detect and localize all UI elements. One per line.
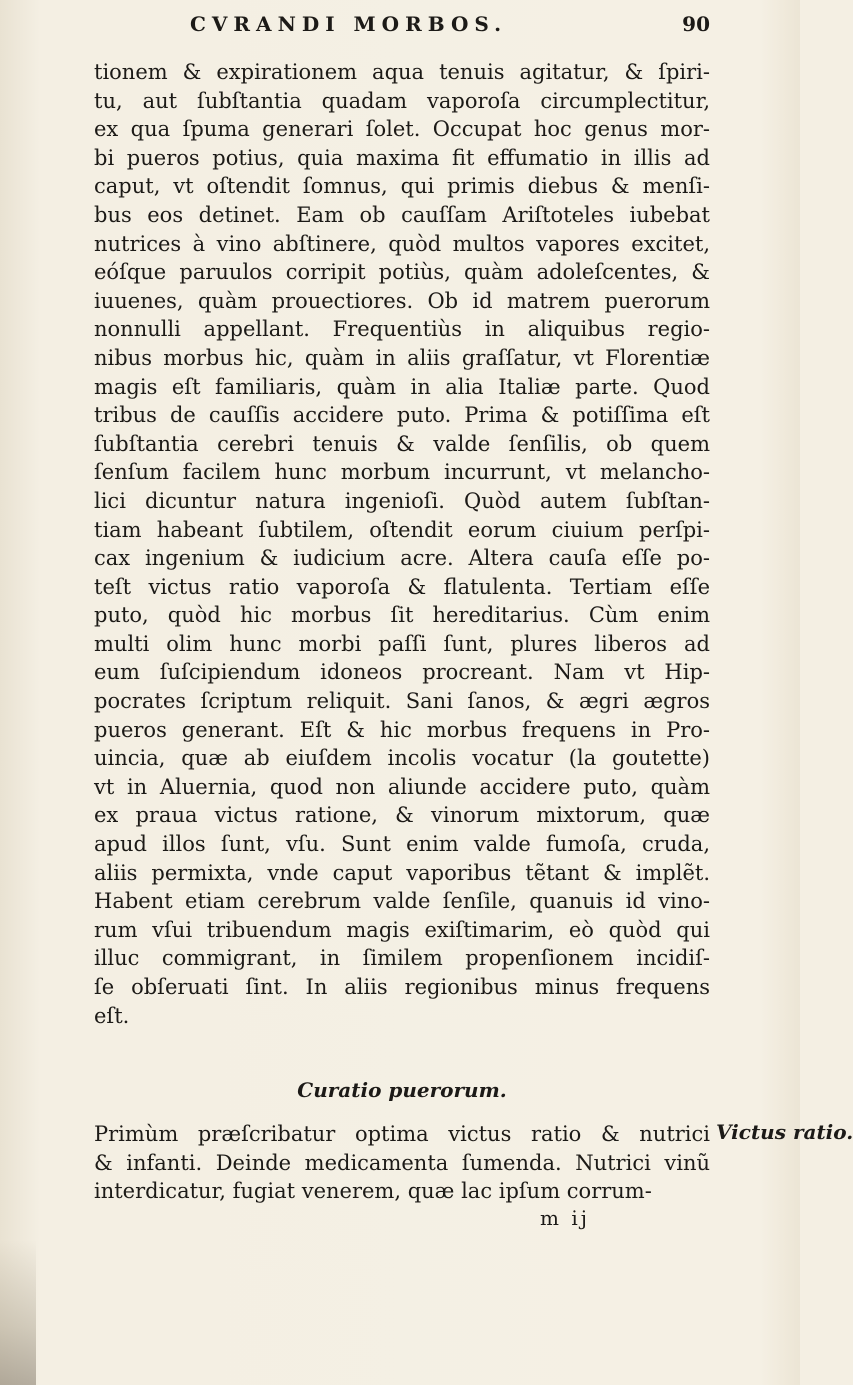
text-line: magis eſt familiaris, quàm in alia Italiæ parte. Quod [94,374,710,399]
text-line: cax ingenium & iudicium acre. Altera cauſa eſſe po- [94,546,710,571]
text-line: eum ſuſcipiendum idoneos procreant. Nam vt Hip- [94,660,710,685]
text-line: ſenſum facilem hunc morbum incurrunt, vt melancho- [94,460,710,485]
text-line: uincia, quæ ab eiuſdem incolis vocatur (la goutette) [94,746,710,771]
text-line: tu, aut ſubſtantia quadam vaporoſa circumplectitur, [94,88,710,113]
text-line: tiam habeant ſubtilem, oſtendit eorum ciuium perſpi- [94,517,710,542]
text-line: ex qua ſpuma generari ſolet. Occupat hoc genus mor- [94,117,710,142]
text-line: eóſque paruulos corripit potiùs, quàm adoleſcentes, & [94,260,710,285]
text-line: ſe obſeruati ſint. In aliis regionibus minus frequens [94,975,710,999]
text-line: eſt. [94,1003,130,1028]
text-line: Habent etiam cerebrum valde ſenſile, quanuis id vino- [94,889,710,914]
text-line: apud illos ſunt, vſu. Sunt enim valde fumoſa, cruda, [94,832,710,857]
main-paragraph [94,58,710,1030]
signature-mark: m ij [540,1206,590,1230]
text-line: rum vſui tribuendum magis exiſtimarim, eò quòd qui [94,917,710,942]
text-line: tionem & expirationem aqua tenuis agitatur, & ſpiri- [94,60,710,84]
text-line: bus eos detinet. Eam ob cauſſam Ariſtoteles iubebat [94,202,710,227]
text-line: caput, vt oſtendit ſomnus, qui primis diebus & menſi- [94,174,710,199]
margin-note: Victus ratio. [716,1120,853,1144]
text-line: iuuenes, quàm prouectiores. Ob id matrem puerorum [94,288,710,313]
text-line: interdicatur, fugiat venerem, quæ lac ipſum corrum- [94,1179,652,1204]
text-line: nutrices à vino abſtinere, quòd multos vapores excitet, [94,231,710,256]
text-line: & infanti. Deinde medicamenta ſumenda. Nutrici vinũ [94,1150,710,1175]
section-heading: Curatio puerorum. [297,1078,507,1102]
text-line: pocrates ſcriptum reliquit. Sani ſanos, & ægri ægros [94,689,710,714]
text-line: bi pueros potius, quia maxima fit effumatio in illis ad [94,145,710,170]
text-line: tribus de cauſſis accidere puto. Prima & potiſſima eſt [94,403,710,428]
text-line: lici dicuntur natura ingenioſi. Quòd autem ſubſtan- [94,488,710,513]
text-line: nibus morbus hic, quàm in aliis graſſatur, vt Florentiæ [94,345,710,370]
text-line: Primùm præſcribatur optima victus ratio & nutrici [94,1122,710,1146]
text-line: aliis permixta, vnde caput vaporibus tẽtant & implẽt. [94,860,710,885]
text-line: puto, quòd hic morbus ſit hereditarius. Cùm enim [94,603,710,628]
running-title: CVRANDI MORBOS. [190,12,508,36]
text-line: illuc commigrant, in ſimilem propenſionem incidiſ- [94,946,710,971]
page-number: 90 [682,12,710,36]
text-line: ſubſtantia cerebri tenuis & valde ſenſilis, ob quem [94,431,710,456]
text-line: ex praua victus ratione, & vinorum mixtorum, quæ [94,803,710,828]
text-line: nonnulli appellant. Frequentiùs in aliquibus regio- [94,317,710,342]
page-edge-stain [0,1240,36,1385]
text-line: teſt victus ratio vaporoſa & flatulenta. Tertiam eſſe [94,574,710,599]
second-paragraph [94,1120,710,1206]
text-line: multi olim hunc morbi paſſi ſunt, plures liberos ad [94,631,710,656]
text-line: vt in Aluernia, quod non aliunde accidere puto, quàm [94,774,710,799]
text-line: pueros generant. Eſt & hic morbus frequens in Pro- [94,717,710,742]
